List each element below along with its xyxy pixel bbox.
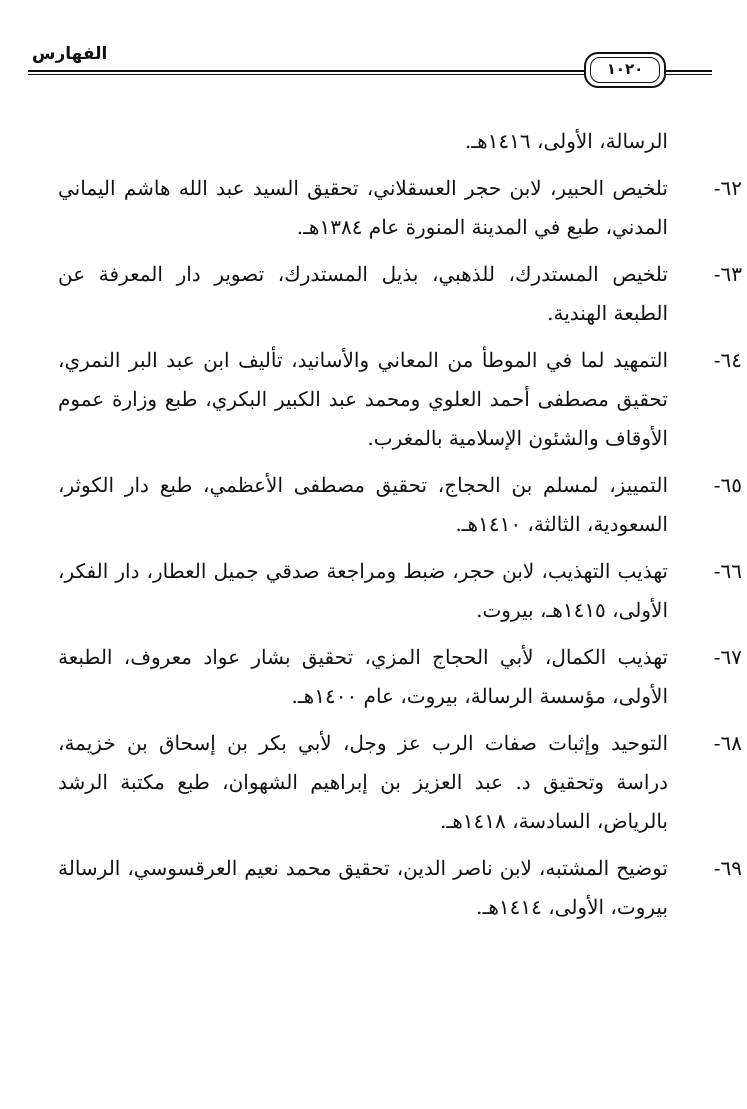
list-item: [58, 552, 742, 630]
header-rule-thin: [28, 74, 592, 75]
entry-text: تهذيب التهذيب، لابن حجر، ضبط ومراجعة صدقي جميل العطار، دار الفكر، الأولى، ١٤١٥هـ، بيروت.: [58, 559, 668, 622]
entry-text: تلخيص المستدرك، للذهبي، بذيل المستدرك، تصوير دار المعرفة عن الطبعة الهندية.: [58, 262, 668, 325]
list-item: [58, 341, 742, 458]
list-item: [58, 724, 742, 841]
entry-number: ٦٤-: [713, 348, 742, 372]
header-rule-right: [658, 70, 712, 72]
entry-number: ٦٢-: [713, 176, 742, 200]
entry-text: تلخيص الحبير، لابن حجر العسقلاني، تحقيق السيد عبد الله هاشم اليماني المدني، طبع في المدينة المنورة عام ١٣٨٤هـ.: [58, 176, 668, 239]
list-item: [58, 169, 742, 247]
page-number: ١٠٢٠: [606, 60, 644, 78]
entry-text: التوحيد وإثبات صفات الرب عز وجل، لأبي بكر بن إسحاق بن خزيمة، دراسة وتحقيق د. عبد العزيز بن إبراهيم الشهوان، طبع مكتبة الرشد بالرياض، السادسة، ١٤١٨هـ.: [58, 731, 668, 833]
entry-number: ٦٣-: [713, 262, 742, 286]
entry-text: تهذيب الكمال، لأبي الحجاج المزي، تحقيق بشار عواد معروف، الطبعة الأولى، مؤسسة الرسالة، بيروت، عام ١٤٠٠هـ.: [58, 645, 668, 708]
entry-text: التمهيد لما في الموطأ من المعاني والأسانيد، تأليف ابن عبد البر النمري، تحقيق مصطفى أحمد العلوي ومحمد عبد الكبير البكري، طبع وزارة عموم الأوقاف والشئون الإسلامية بالمغرب.: [58, 348, 668, 450]
list-item: [58, 638, 742, 716]
running-title: الفهارس: [32, 44, 108, 64]
list-item: [58, 466, 742, 544]
entry-text: الرسالة، الأولى، ١٤١٦هـ.: [464, 129, 668, 153]
page-header: [28, 40, 712, 90]
entry-number: ٦٧-: [713, 645, 742, 669]
entry-number: ٦٨-: [713, 731, 742, 755]
entry-text: توضيح المشتبه، لابن ناصر الدين، تحقيق محمد نعيم العرقسوسي، الرسالة بيروت، الأولى، ١٤١٤هـ.: [58, 856, 668, 919]
header-rule: [28, 70, 592, 72]
entry-number: ٦٥-: [713, 473, 742, 497]
list-item: [58, 255, 742, 333]
bibliography-list: [58, 122, 742, 935]
entry-number: ٦٦-: [713, 559, 742, 583]
list-item: [58, 849, 742, 927]
header-rule-right-thin: [658, 74, 712, 75]
entry-number: ٦٩-: [713, 856, 742, 880]
entry-text: التمييز، لمسلم بن الحجاج، تحقيق مصطفى الأعظمي، طبع دار الكوثر، السعودية، الثالثة، ١٤١٠هـ.: [58, 473, 668, 536]
page-number-frame: [584, 52, 666, 88]
list-item: [58, 122, 684, 161]
